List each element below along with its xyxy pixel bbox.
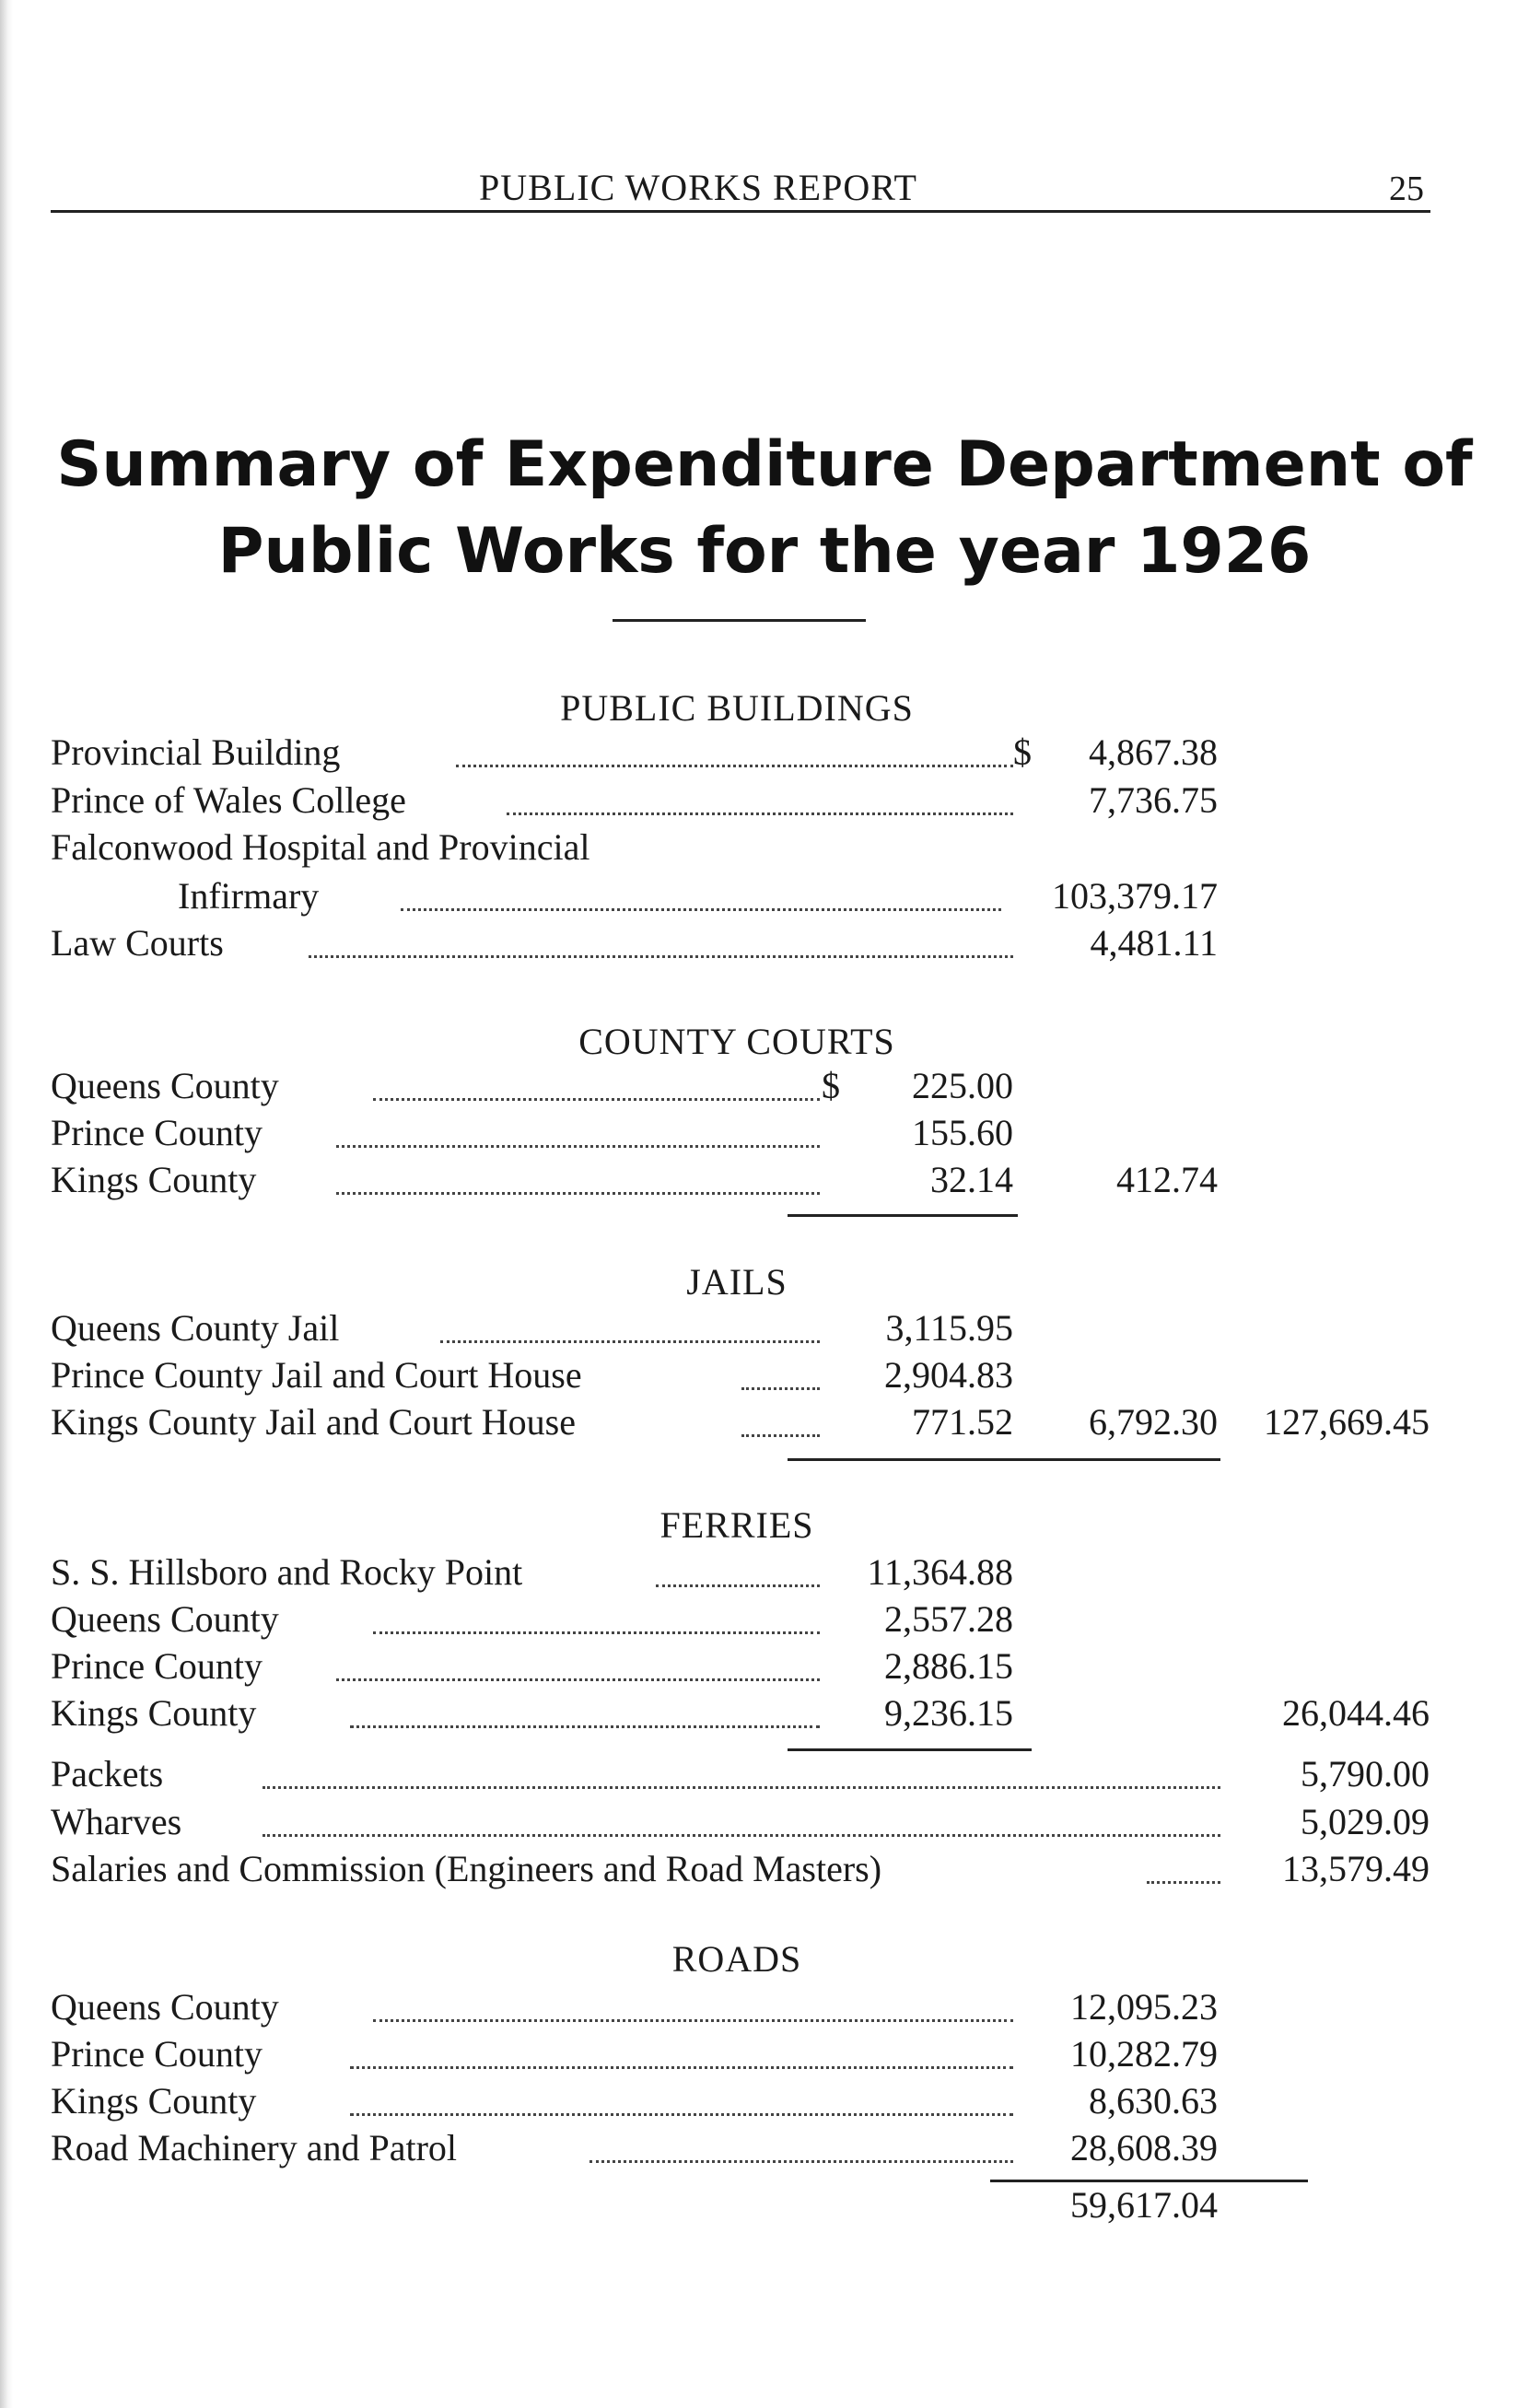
table-row <box>0 2032 1529 2078</box>
section-heading-public-buildings: PUBLIC BUILDINGS <box>560 687 914 729</box>
dollar-sign: $ <box>822 1065 840 1106</box>
subtotal-rule <box>788 1214 1018 1217</box>
row-label: Queens County Jail <box>51 1307 340 1349</box>
row-label: Prince County Jail and Court House <box>51 1354 582 1396</box>
row-label: Queens County <box>51 1598 279 1640</box>
row-label: Salaries and Commission (Engineers and Road Masters) <box>51 1848 882 1889</box>
section-total: 6,792.30 <box>1089 1401 1218 1443</box>
row-amount: 5,790.00 <box>1301 1753 1430 1794</box>
table-row <box>0 1847 1529 1893</box>
row-label: Kings County <box>51 1159 257 1200</box>
row-amount: 225.00 <box>912 1065 1013 1106</box>
row-label: Provincial Building <box>51 731 341 773</box>
row-amount: 2,904.83 <box>884 1354 1013 1396</box>
subtotal-rule <box>788 1748 1032 1751</box>
row-label: S. S. Hillsboro and Rocky Point <box>51 1551 523 1593</box>
title-rule <box>613 619 866 622</box>
row-amount: 9,236.15 <box>884 1692 1013 1734</box>
section-heading-ferries: FERRIES <box>659 1504 814 1546</box>
table-row <box>0 1064 1529 1110</box>
row-amount: 4,481.11 <box>1090 922 1218 964</box>
row-label: Prince of Wales College <box>51 779 406 821</box>
table-row <box>0 2079 1529 2125</box>
row-amount: 2,557.28 <box>884 1598 1013 1640</box>
section-heading-county-courts: COUNTY COURTS <box>578 1021 895 1062</box>
section-total: 59,617.04 <box>1070 2184 1218 2226</box>
subtotal-rule <box>990 2180 1308 2182</box>
table-row <box>0 1400 1529 1446</box>
header-rule <box>51 210 1430 213</box>
table-row <box>0 731 1529 777</box>
row-amount: 771.52 <box>912 1401 1013 1443</box>
table-row <box>0 778 1529 824</box>
table-row <box>0 1597 1529 1643</box>
table-row <box>0 1644 1529 1690</box>
table-row-total <box>0 2183 1529 2229</box>
page-title <box>0 422 1529 595</box>
table-row <box>0 1752 1529 1798</box>
table-row <box>0 1691 1529 1737</box>
row-amount: 28,608.39 <box>1070 2127 1218 2168</box>
row-amount: 12,095.23 <box>1070 1986 1218 2028</box>
row-label: Prince County <box>51 2033 263 2075</box>
grand-total: 26,044.46 <box>1282 1692 1430 1734</box>
running-head: PUBLIC WORKS REPORT <box>479 167 917 208</box>
row-label: Road Machinery and Patrol <box>51 2127 457 2168</box>
row-label: Infirmary <box>178 875 320 917</box>
row-amount: 2,886.15 <box>884 1645 1013 1687</box>
table-row <box>0 1111 1529 1157</box>
row-amount: 11,364.88 <box>867 1551 1013 1593</box>
title-line-1: Summary of Expenditure Department of <box>56 428 1473 501</box>
row-amount: 13,579.49 <box>1282 1848 1430 1889</box>
table-row <box>0 1550 1529 1596</box>
row-amount: 32.14 <box>930 1159 1013 1200</box>
row-label: Kings County <box>51 2080 257 2122</box>
table-row <box>0 874 1529 920</box>
table-row <box>0 1158 1529 1204</box>
row-label: Queens County <box>51 1065 279 1106</box>
row-label: Prince County <box>51 1645 263 1687</box>
row-label: Law Courts <box>51 922 224 964</box>
table-row <box>0 1800 1529 1846</box>
row-label: Wharves <box>51 1801 182 1842</box>
row-amount: 103,379.17 <box>1052 875 1218 917</box>
page-number: 25 <box>1389 169 1424 208</box>
row-amount: 4,867.38 <box>1089 731 1218 773</box>
row-amount: 7,736.75 <box>1089 779 1218 821</box>
table-row <box>0 2126 1529 2172</box>
row-amount: 3,115.95 <box>885 1307 1013 1349</box>
table-row <box>0 1985 1529 2031</box>
row-label: Falconwood Hospital and Provincial <box>51 826 590 868</box>
dollar-sign: $ <box>1013 731 1032 773</box>
grand-total: 127,669.45 <box>1264 1401 1430 1443</box>
row-amount: 155.60 <box>912 1112 1013 1153</box>
row-label: Prince County <box>51 1112 263 1153</box>
row-label: Kings County <box>51 1692 257 1734</box>
row-label: Kings County Jail and Court House <box>51 1401 576 1443</box>
table-row <box>0 825 1529 871</box>
row-amount: 8,630.63 <box>1089 2080 1218 2122</box>
section-heading-roads: ROADS <box>671 1938 802 1980</box>
section-total: 412.74 <box>1116 1159 1218 1200</box>
table-row <box>0 1353 1529 1399</box>
row-amount: 10,282.79 <box>1070 2033 1218 2075</box>
table-row <box>0 1306 1529 1352</box>
table-row <box>0 921 1529 967</box>
row-label: Packets <box>51 1753 164 1794</box>
section-heading-jails: JAILS <box>686 1261 788 1303</box>
subtotal-rule <box>788 1458 1220 1461</box>
row-label: Queens County <box>51 1986 279 2028</box>
row-amount: 5,029.09 <box>1301 1801 1430 1842</box>
title-line-2: Public Works for the year 1926 <box>217 515 1312 588</box>
